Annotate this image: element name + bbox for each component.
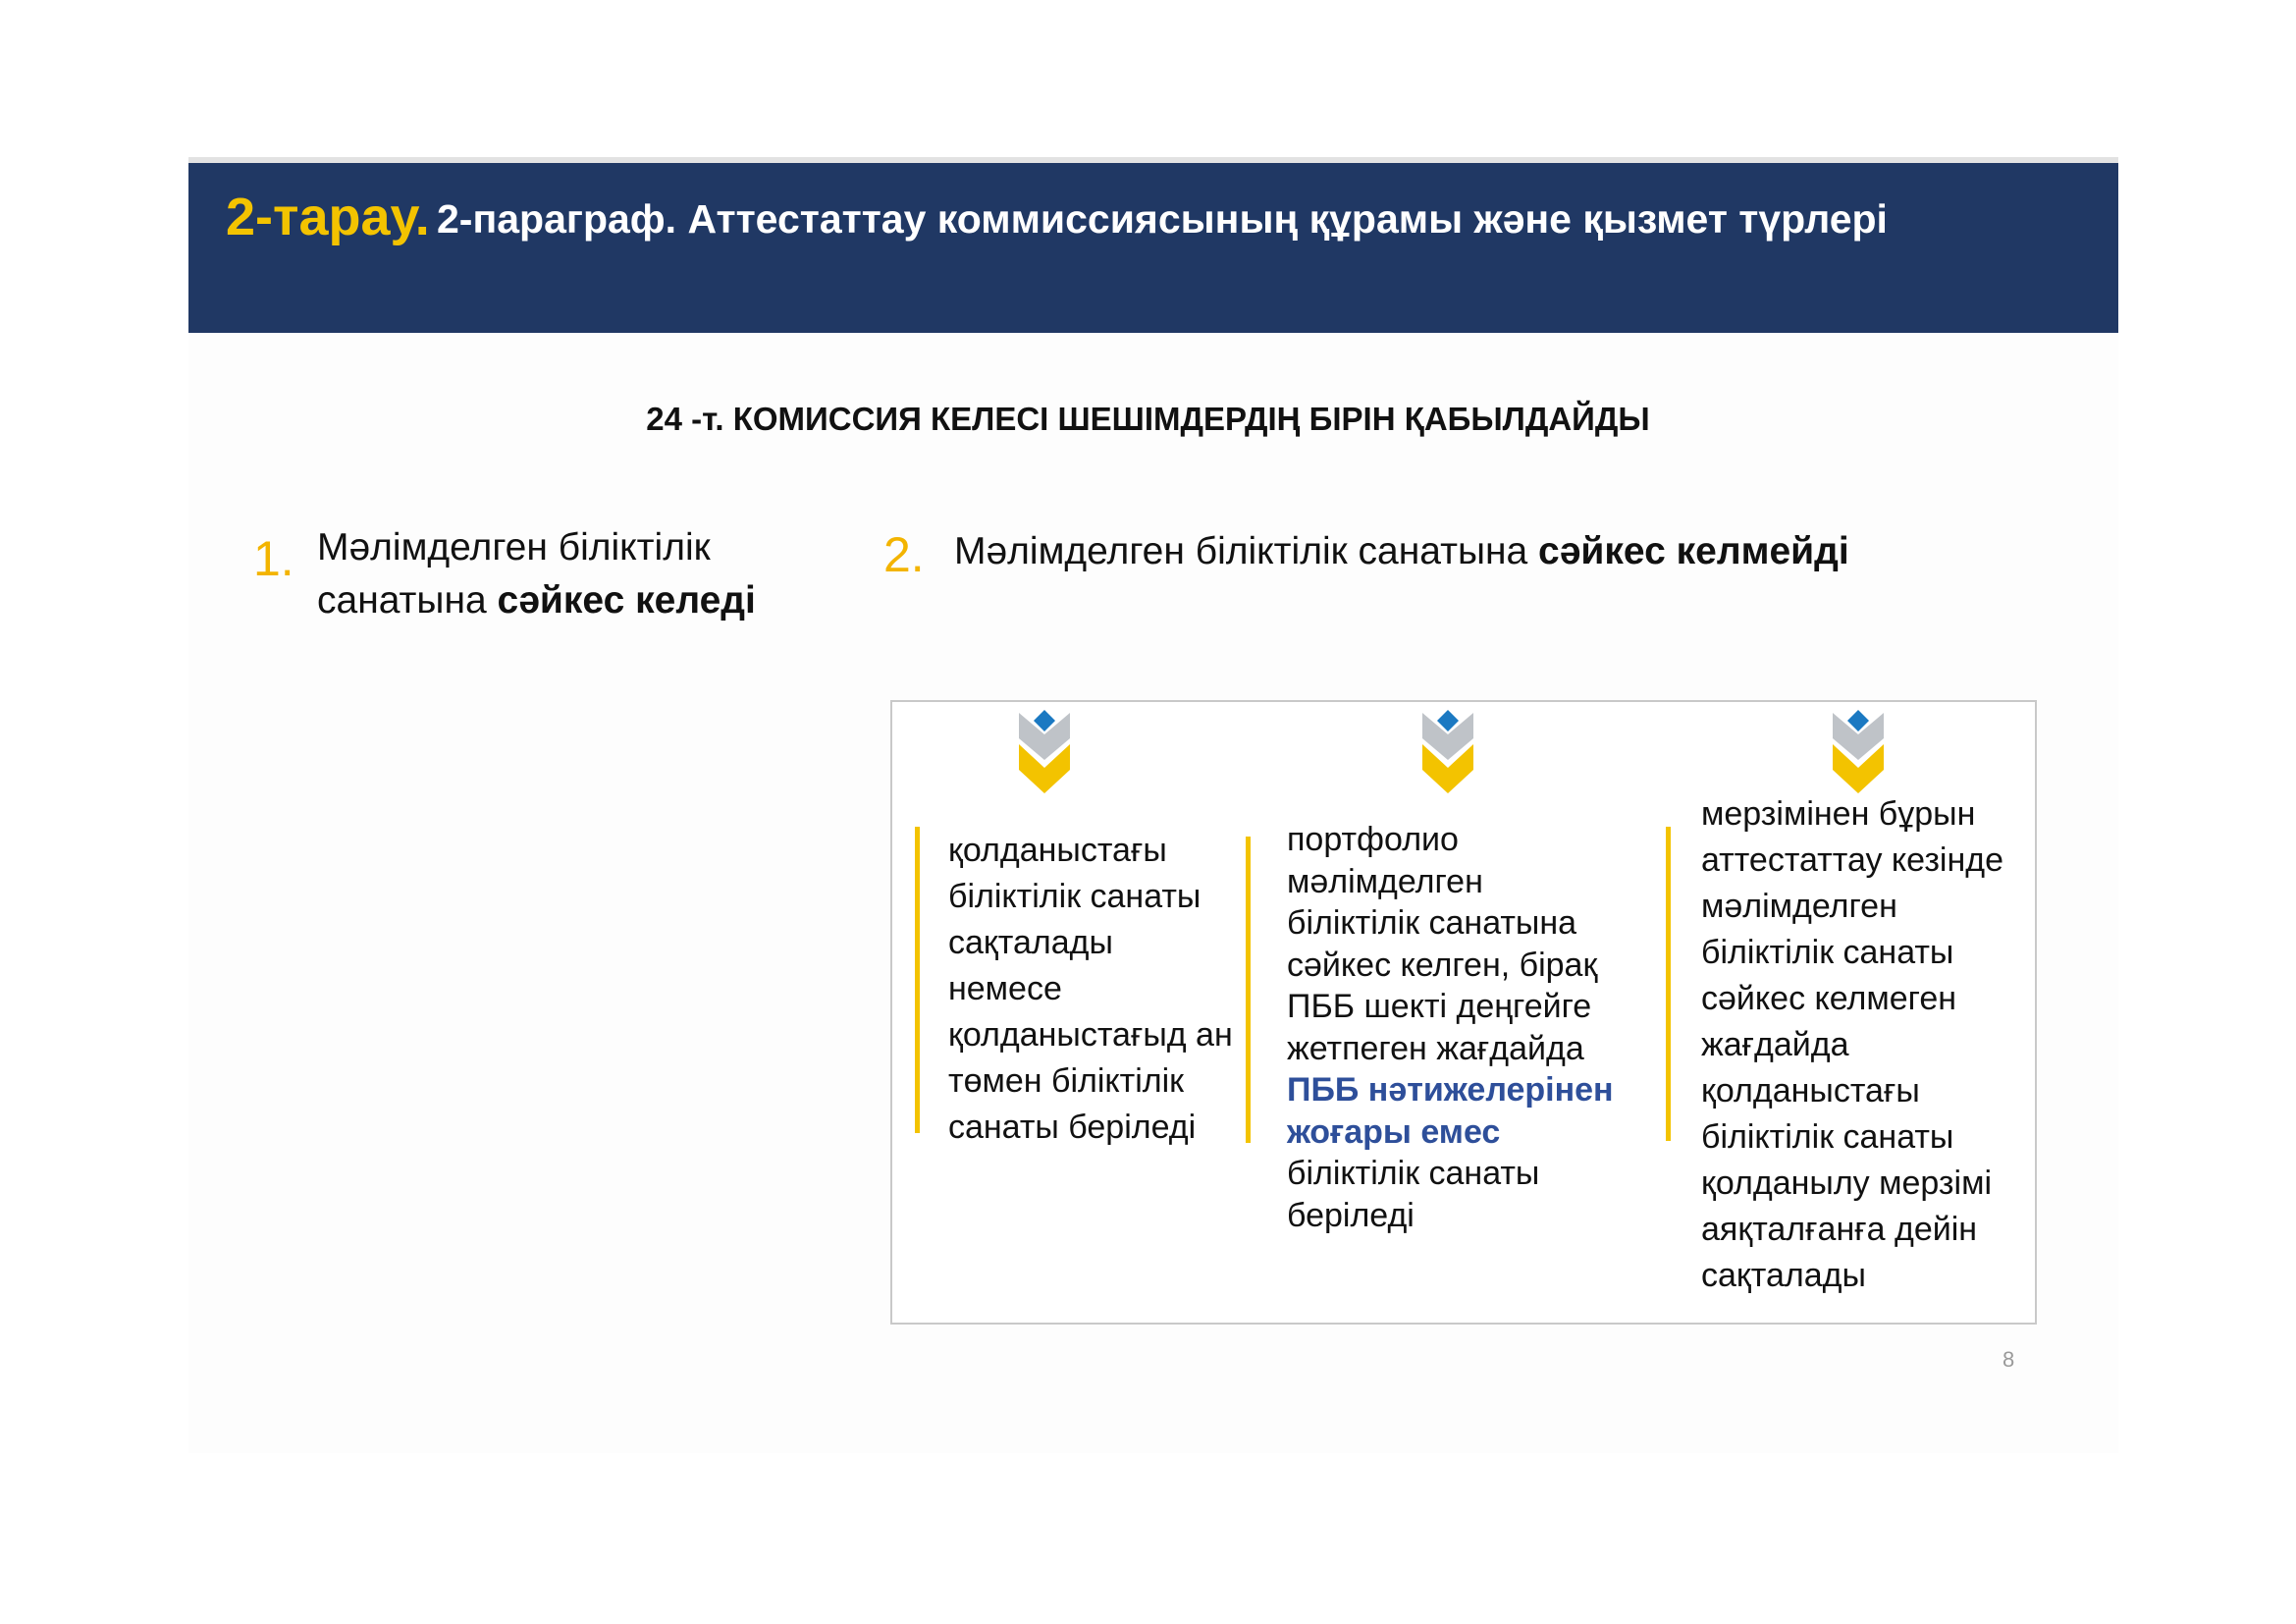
option-1-line1: Мәлімделген біліктілік xyxy=(317,526,711,568)
outcome-2-after: біліктілік санаты беріледі xyxy=(1287,1155,1540,1234)
outcome-text-1: қолданыстағы біліктілік санаты сақталады немесе қолданыстағыд ан төмен біліктілік санаты беріледі xyxy=(948,832,1233,1146)
accent-bar xyxy=(915,827,920,1133)
chevron-down-icon xyxy=(1833,709,1884,797)
section-heading: 24 -т. КОМИССИЯ КЕЛЕСІ ШЕШІМДЕРДІҢ БІРІН ҚАБЫЛДАЙДЫ xyxy=(646,401,1650,437)
option-text-2 xyxy=(954,525,1849,578)
header-banner xyxy=(188,163,2118,333)
outcome-text-2 xyxy=(1287,819,1621,1236)
outcome-2-before: портфолио мәлімделген біліктілік санатына сәйкес келген, бірақ ПББ шекті деңгейге жетпеген жағдайда xyxy=(1287,821,1598,1067)
outcome-2-highlight: ПББ нәтижелерінен жоғары емес xyxy=(1287,1071,1614,1151)
chevron-down-icon xyxy=(1422,709,1473,797)
option-2-bold: сәйкес келмейді xyxy=(1538,530,1849,572)
chevron-down-icon xyxy=(1019,709,1070,797)
option-number-1: 1. xyxy=(253,531,294,586)
option-number-2: 2. xyxy=(883,527,925,582)
option-2-plain: Мәлімделген біліктілік санатына xyxy=(954,530,1539,572)
outcome-text-3: мерзімінен бұрын аттестаттау кезінде мәлімделген біліктілік санаты сәйкес келмеген жағдайда қолданыстағы біліктілік санаты қолданылу мерзімі аяқталғанға дейін сақталады xyxy=(1701,795,2004,1294)
page-title: 2-параграф. Аттестаттау коммиссиясының құрамы және қызмет түрлері xyxy=(437,196,1888,242)
chapter-label: 2-тарау. xyxy=(226,188,430,246)
accent-bar xyxy=(1246,837,1251,1143)
option-1-line2 xyxy=(317,574,756,627)
option-1-plain: санатына xyxy=(317,579,498,622)
option-1-bold: сәйкес келеді xyxy=(497,579,756,622)
accent-bar xyxy=(1666,827,1671,1141)
option-text-1 xyxy=(317,521,756,627)
page-number: 8 xyxy=(2002,1347,2015,1372)
